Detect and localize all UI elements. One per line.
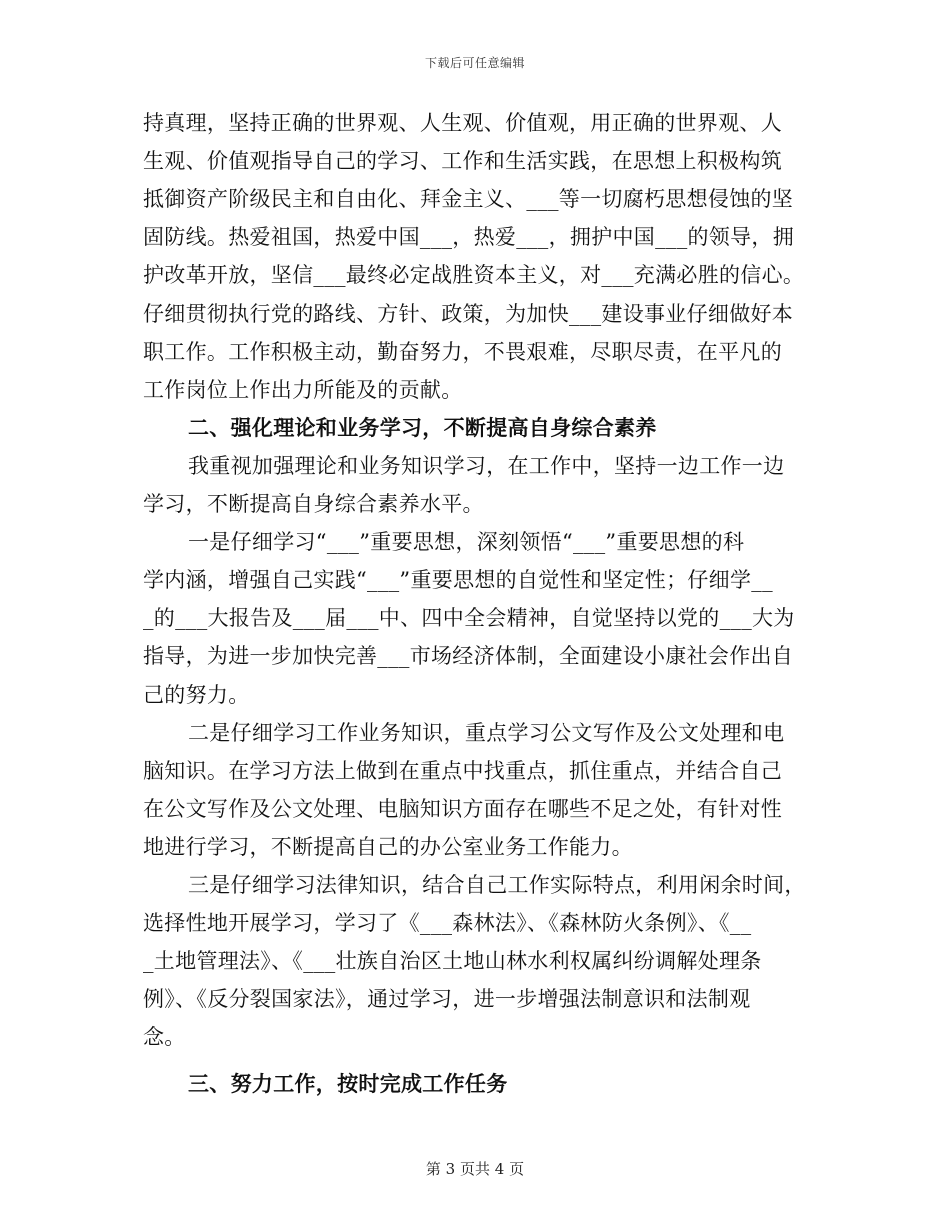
text-line: 持真理，坚持正确的世界观、人生观、价值观，用正确的世界观、人 (143, 111, 782, 135)
page-footer: 第 3 页共 4 页 (425, 1160, 525, 1178)
section-heading: 三、努力工作，按时完成工作任务 (188, 1070, 508, 1096)
text-line: 我重视加强理论和业务知识学习，在工作中，坚持一边工作一边 (188, 453, 785, 478)
text-line: 职工作。工作积极主动，勤奋努力，不畏艰难，尽职尽责，在平凡的 (143, 339, 782, 364)
text-line: 例》、《反分裂国家法》，通过学习，进一步增强法制意识和法制观 (143, 987, 751, 1012)
text-line: 抵御资产阶级民主和自由化、拜金主义、___等一切腐朽思想侵蚀的坚 (143, 187, 794, 212)
text-line: 二是仔细学习工作业务知识，重点学习公文写作及公文处理和电 (188, 720, 785, 745)
text-line: 三是仔细学习法律知识，结合自己工作实际特点，利用闲余时间， (188, 873, 806, 897)
text-line: 指导，为进一步加快完善___市场经济体制，全面建设小康社会作出自 (143, 644, 794, 669)
text-line: 护改革开放，坚信___最终必定战胜资本主义，对___充满必胜的信心。 (143, 263, 805, 288)
text-line: _的___大报告及___届___中、四中全会精神，自觉坚持以党的___大为 (143, 606, 795, 631)
text-line: 工作岗位上作出力所能及的贡献。 (143, 377, 463, 402)
text-line: 一是仔细学习“___”重要思想，深刻领悟“___”重要思想的科 (188, 530, 745, 555)
text-line: 己的努力。 (143, 682, 250, 707)
text-line: 生观、价值观指导自己的学习、工作和生活实践，在思想上积极构筑 (143, 149, 782, 174)
text-line: 仔细贯彻执行党的路线、方针、政策，为加快___建设事业仔细做好本 (143, 301, 794, 326)
text-line: 固防线。热爱祖国，热爱中国___，热爱___，拥护中国___的领导，拥 (143, 225, 794, 250)
section-heading: 二、强化理论和业务学习，不断提高自身综合素养 (188, 414, 657, 440)
text-line: 选择性地开展学习，学习了《___森林法》、《森林防火条例》、《__ (143, 911, 752, 936)
text-line: 地进行学习，不断提高自己的办公室业务工作能力。 (143, 834, 633, 859)
text-line: 脑知识。在学习方法上做到在重点中找重点，抓住重点，并结合自己 (143, 758, 782, 783)
text-line: 学内涵，增强自己实践“___”重要思想的自觉性和坚定性；仔细学__ (143, 568, 773, 593)
text-line: _土地管理法》、《___壮族自治区土地山林水利权属纠纷调解处理条 (143, 949, 762, 974)
text-line: 念。 (143, 1025, 186, 1050)
text-line: 学习，不断提高自身综合素养水平。 (143, 492, 484, 516)
page-header: 下载后可任意编辑 (424, 56, 525, 70)
text-line: 在公文写作及公文处理、电脑知识方面存在哪些不足之处，有针对性 (143, 796, 782, 821)
